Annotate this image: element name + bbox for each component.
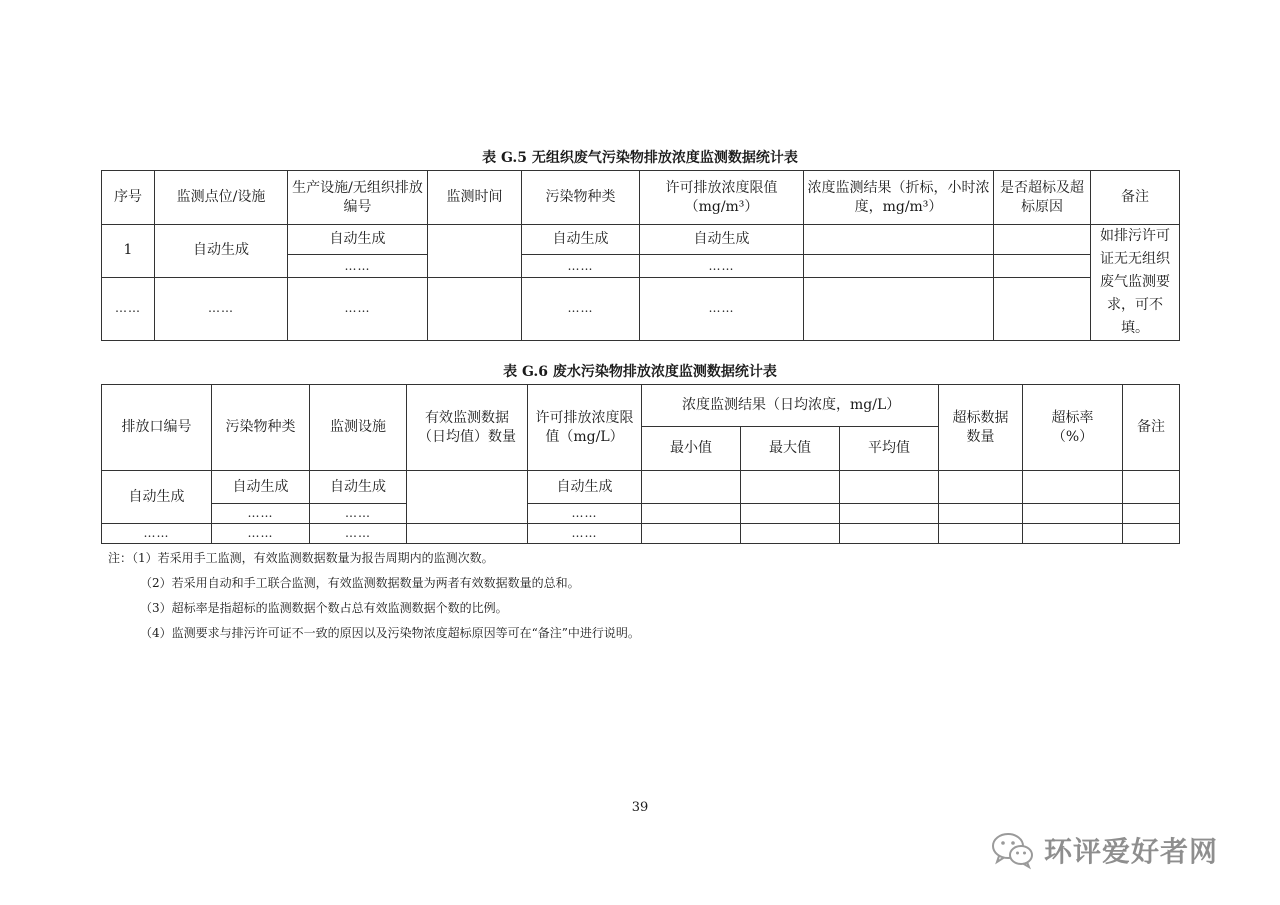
- page-number: 39: [631, 800, 649, 815]
- cell-outlet: 自动生成: [102, 471, 212, 524]
- cell-facility: 自动生成: [288, 225, 428, 255]
- cell-time: [428, 225, 522, 278]
- col-header-valid-count: 有效监测数据（日均值）数量: [407, 385, 528, 471]
- cell-valid-count: [407, 471, 528, 524]
- col-header-pollutant: 污染物种类: [522, 171, 640, 225]
- cell-remark: 如排污许可证无无组织废气监测要求，可不填。: [1091, 225, 1180, 341]
- table-row: [102, 225, 1180, 255]
- cell-exceed-rate: [1023, 524, 1123, 544]
- col-header-min: 最小值: [642, 427, 741, 471]
- cell-limit: ……: [640, 255, 804, 278]
- col-header-pollutant: 污染物种类: [212, 385, 310, 471]
- watermark-text: 环评爱好者网: [1044, 835, 1219, 868]
- note-line: （3）超标率是指超标的监测数据个数占总有效监测数据个数的比例。: [140, 601, 508, 615]
- cell-avg: [840, 471, 939, 504]
- cell-min: [642, 504, 741, 524]
- cell-outlet: ……: [102, 524, 212, 544]
- table-header-row: [102, 171, 1180, 225]
- cell-avg: [840, 524, 939, 544]
- col-header-avg: 平均值: [840, 427, 939, 471]
- col-header-remark: 备注: [1091, 171, 1180, 225]
- cell-result: [804, 255, 994, 278]
- col-header-time: 监测时间: [428, 171, 522, 225]
- cell-pollutant: 自动生成: [212, 471, 310, 504]
- col-header-remark: 备注: [1123, 385, 1180, 471]
- cell-result: [804, 225, 994, 255]
- cell-pollutant: ……: [212, 524, 310, 544]
- cell-limit: ……: [640, 277, 804, 340]
- cell-facility: 自动生成: [310, 471, 407, 504]
- cell-max: [741, 504, 840, 524]
- table-row: [102, 471, 1180, 504]
- cell-remark: [1123, 524, 1180, 544]
- watermark: [990, 828, 1218, 872]
- cell-facility: ……: [310, 504, 407, 524]
- cell-exceed-rate: [1023, 504, 1123, 524]
- cell-avg: [840, 504, 939, 524]
- cell-exceed: [994, 255, 1091, 278]
- cell-valid-count: [407, 524, 528, 544]
- cell-min: [642, 471, 741, 504]
- cell-facility: ……: [288, 277, 428, 340]
- cell-limit: ……: [528, 504, 642, 524]
- table-row: [102, 524, 1180, 544]
- col-header-facility: 生产设施/无组织排放编号: [288, 171, 428, 225]
- note-line: 注：（1）若采用手工监测，有效监测数据数量为报告周期内的监测次数。: [108, 551, 494, 565]
- col-header-outlet: 排放口编号: [102, 385, 212, 471]
- col-header-exceed-count: 超标数据数量: [939, 385, 1023, 471]
- cell-point: 自动生成: [155, 225, 288, 278]
- table-row: [102, 504, 1180, 524]
- col-header-no: 序号: [102, 171, 155, 225]
- col-header-point: 监测点位/设施: [155, 171, 288, 225]
- cell-time: [428, 277, 522, 340]
- col-header-limit: 许可排放浓度限值（mg/m³）: [640, 171, 804, 225]
- cell-facility: ……: [288, 255, 428, 278]
- cell-pollutant: 自动生成: [522, 225, 640, 255]
- table-g6-caption: 表 G.6 废水污染物排放浓度监测数据统计表: [503, 364, 777, 380]
- table-header-row: [102, 385, 1180, 427]
- cell-limit: ……: [528, 524, 642, 544]
- col-header-limit: 许可排放浓度限值（mg/L）: [528, 385, 642, 471]
- cell-limit: 自动生成: [528, 471, 642, 504]
- col-header-max: 最大值: [741, 427, 840, 471]
- cell-min: [642, 524, 741, 544]
- cell-max: [741, 471, 840, 504]
- table-g6: [101, 384, 1180, 544]
- cell-exceed-count: [939, 524, 1023, 544]
- col-header-exceed-rate: 超标率（%）: [1023, 385, 1123, 471]
- wechat-icon: [990, 830, 1036, 870]
- cell-limit: 自动生成: [640, 225, 804, 255]
- cell-exceed: [994, 225, 1091, 255]
- cell-pollutant: ……: [212, 504, 310, 524]
- cell-result: [804, 277, 994, 340]
- cell-pollutant: ……: [522, 277, 640, 340]
- col-header-result: 浓度监测结果（折标，小时浓度，mg/m³）: [804, 171, 994, 225]
- cell-remark: [1123, 471, 1180, 504]
- col-header-exceed: 是否超标及超标原因: [994, 171, 1091, 225]
- col-header-facility: 监测设施: [310, 385, 407, 471]
- cell-no: ……: [102, 277, 155, 340]
- cell-remark: [1123, 504, 1180, 524]
- cell-exceed: [994, 277, 1091, 340]
- table-row: [102, 277, 1180, 340]
- cell-exceed-count: [939, 471, 1023, 504]
- cell-point: ……: [155, 277, 288, 340]
- note-line: （2）若采用自动和手工联合监测，有效监测数据数量为两者有效数据数量的总和。: [140, 576, 580, 590]
- table-g5-caption: 表 G.5 无组织废气污染物排放浓度监测数据统计表: [482, 150, 798, 166]
- cell-max: [741, 524, 840, 544]
- note-line: （4）监测要求与排污许可证不一致的原因以及污染物浓度超标原因等可在“备注”中进行说明。: [140, 626, 640, 640]
- cell-exceed-count: [939, 504, 1023, 524]
- col-header-result: 浓度监测结果（日均浓度，mg/L）: [642, 385, 939, 427]
- table-notes: [108, 546, 640, 646]
- cell-pollutant: ……: [522, 255, 640, 278]
- table-g5: [101, 170, 1180, 341]
- cell-no: 1: [102, 225, 155, 278]
- cell-exceed-rate: [1023, 471, 1123, 504]
- cell-facility: ……: [310, 524, 407, 544]
